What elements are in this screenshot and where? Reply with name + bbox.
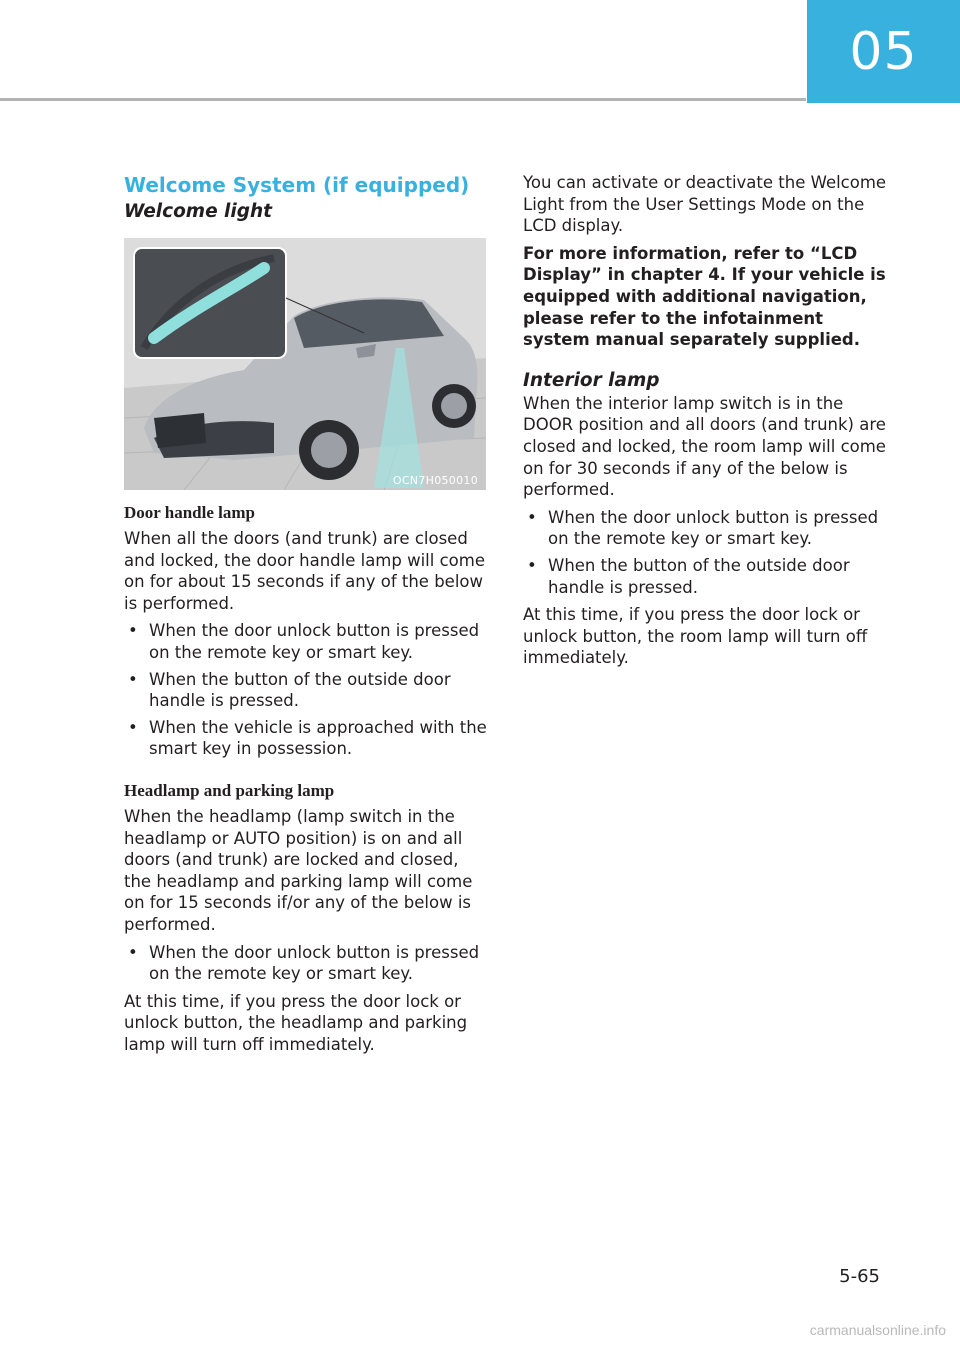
figure-code: OCN7H050010 [392,474,478,487]
list-item: • When the button of the outside door handle is pressed. [523,555,887,598]
interior-lamp-list [523,507,887,598]
headlamp-outro: At this time, if you press the door lock or unlock button, the headlamp and parking lamp will turn off immediately. [124,991,468,1054]
welcome-light-settings-text: You can activate or deactivate the Welcome Light from the User Settings Mode on the LCD display. [523,173,887,236]
chapter-tab: 05 [807,0,960,103]
right-column [523,172,887,675]
list-item: • When the door unlock button is pressed on the remote key or smart key. [124,942,488,985]
interior-lamp-intro: When the interior lamp switch is in the DOOR position and all doors (and trunk) are closed and locked, the room lamp will come on for 30 seconds if any of the below is performed. [523,393,886,500]
door-handle-lamp-heading: Door handle lamp [124,503,255,522]
list-item: • When the door unlock button is pressed on the remote key or smart key. [124,620,488,663]
car-door-handle-lamp-illustration [124,238,486,490]
list-item: • When the door unlock button is pressed on the remote key or smart key. [523,507,887,550]
headlamp-list [124,942,488,985]
door-handle-lamp-intro: When all the doors (and trunk) are closed and locked, the door handle lamp will come on for about 15 seconds if any of the below is performed. [124,529,485,613]
list-item: • When the button of the outside door handle is pressed. [124,669,488,712]
interior-lamp-outro: At this time, if you press the door lock or unlock button, the room lamp will turn off immediately. [523,605,868,668]
watermark: carmanualsonline.info [809,1322,946,1338]
headlamp-heading: Headlamp and parking lamp [124,780,335,800]
headlamp-intro: When the headlamp (lamp switch in the headlamp or AUTO position) is on and all doors (and trunk) are locked and closed, the headlamp and parking lamp will come on for 15 seconds if/or any of the below is performed. [124,806,473,934]
list-item: • When the vehicle is approached with the smart key in possession. [124,717,488,760]
page-number: 5-65 [839,1266,880,1287]
header-rule [0,98,806,101]
left-column [124,172,488,1061]
section-title: Welcome System (if equipped) [124,173,470,197]
subtitle-welcome-light: Welcome light [124,201,272,222]
interior-lamp-heading: Interior lamp [523,369,660,391]
door-handle-lamp-list [124,620,488,760]
more-information-note: For more information, refer to “LCD Display” in chapter 4. If your vehicle is equipped with additional navigation, please refer to the infotainment system manual separately supplied. [523,243,886,350]
welcome-light-figure [124,238,486,490]
